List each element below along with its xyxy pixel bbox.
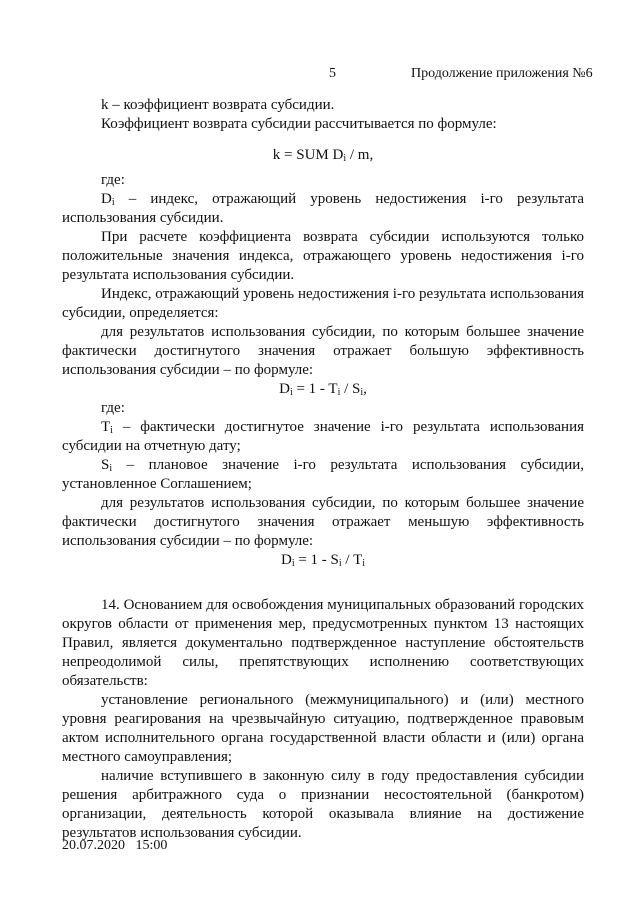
footer-datetime: 20.07.2020 15:00 bbox=[62, 838, 168, 853]
case-higher-better: для результатов использования субсидии, по которым большее значение фактически достигнутого значения отражает большую эффективность использования субсидии – по формуле: bbox=[62, 324, 584, 378]
si-definition: $S_i$ – плановое значение i-го результата использования субсидии, установленное Соглашением; bbox=[62, 457, 584, 492]
formula-di-1: $D_i = 1 - T_i / S_i$, bbox=[279, 381, 367, 398]
formula-k: k = SUM $D_i$ / m, bbox=[272, 147, 374, 164]
ti-definition: $T_i$ – фактически достигнутое значение i-го результата использования субсидии на отчетную дату; bbox=[62, 419, 584, 454]
page-number: 5 bbox=[329, 66, 336, 81]
bankruptcy-clause: наличие вступившего в законную силу в году предоставления субсидии решения арбитражного суда о признании несостоятельной (банкротом) организации, деятельность которой оказывала влияние на достижение результатов использования субсидии. bbox=[62, 768, 584, 841]
document-body bbox=[62, 96, 584, 843]
index-definition: Индекс, отражающий уровень недостижения i-го результата использования субсидии, определяется: bbox=[62, 286, 584, 321]
case-higher-worse: для результатов использования субсидии, по которым большее значение фактически достигнутого значения отражает меньшую эффективность использования субсидии – по формуле: bbox=[62, 495, 584, 549]
emergency-clause: установление регионального (межмуниципального) и (или) местного уровня реагирования на чрезвычайную ситуацию, подтвержденное правовым актом исполнительного органа государственной власти области и (или) органа местного самоуправления; bbox=[62, 692, 584, 765]
formula-di-2: $D_i = 1 - S_i / T_i$ bbox=[280, 552, 366, 569]
where-label-1: где: bbox=[101, 172, 125, 188]
k-definition: k – коэффициент возврата субсидии. bbox=[101, 97, 335, 113]
di-definition: $D_i$ – индекс, отражающий уровень недостижения i-го результата использования субсидии. bbox=[62, 191, 584, 226]
spacer bbox=[62, 570, 584, 596]
k-formula-intro: Коэффициент возврата субсидии рассчитывается по формуле: bbox=[101, 116, 497, 132]
item-14: 14. Основанием для освобождения муниципальных образований городских округов области от применения мер, предусмотренных пунктом 13 настоящих Правил, является документально подтвержденное наступление обстоятельств непреодолимой силы, препятствующих исполнению соответствующих обязательств: bbox=[62, 597, 584, 689]
where-label-2: где: bbox=[101, 400, 125, 416]
positive-values-note: При расчете коэффициента возврата субсидии используются только положительные значения индекса, отражающего уровень недостижения i-го результата использования субсидии. bbox=[62, 229, 584, 283]
continuation-label: Продолжение приложения №6 bbox=[411, 66, 593, 81]
